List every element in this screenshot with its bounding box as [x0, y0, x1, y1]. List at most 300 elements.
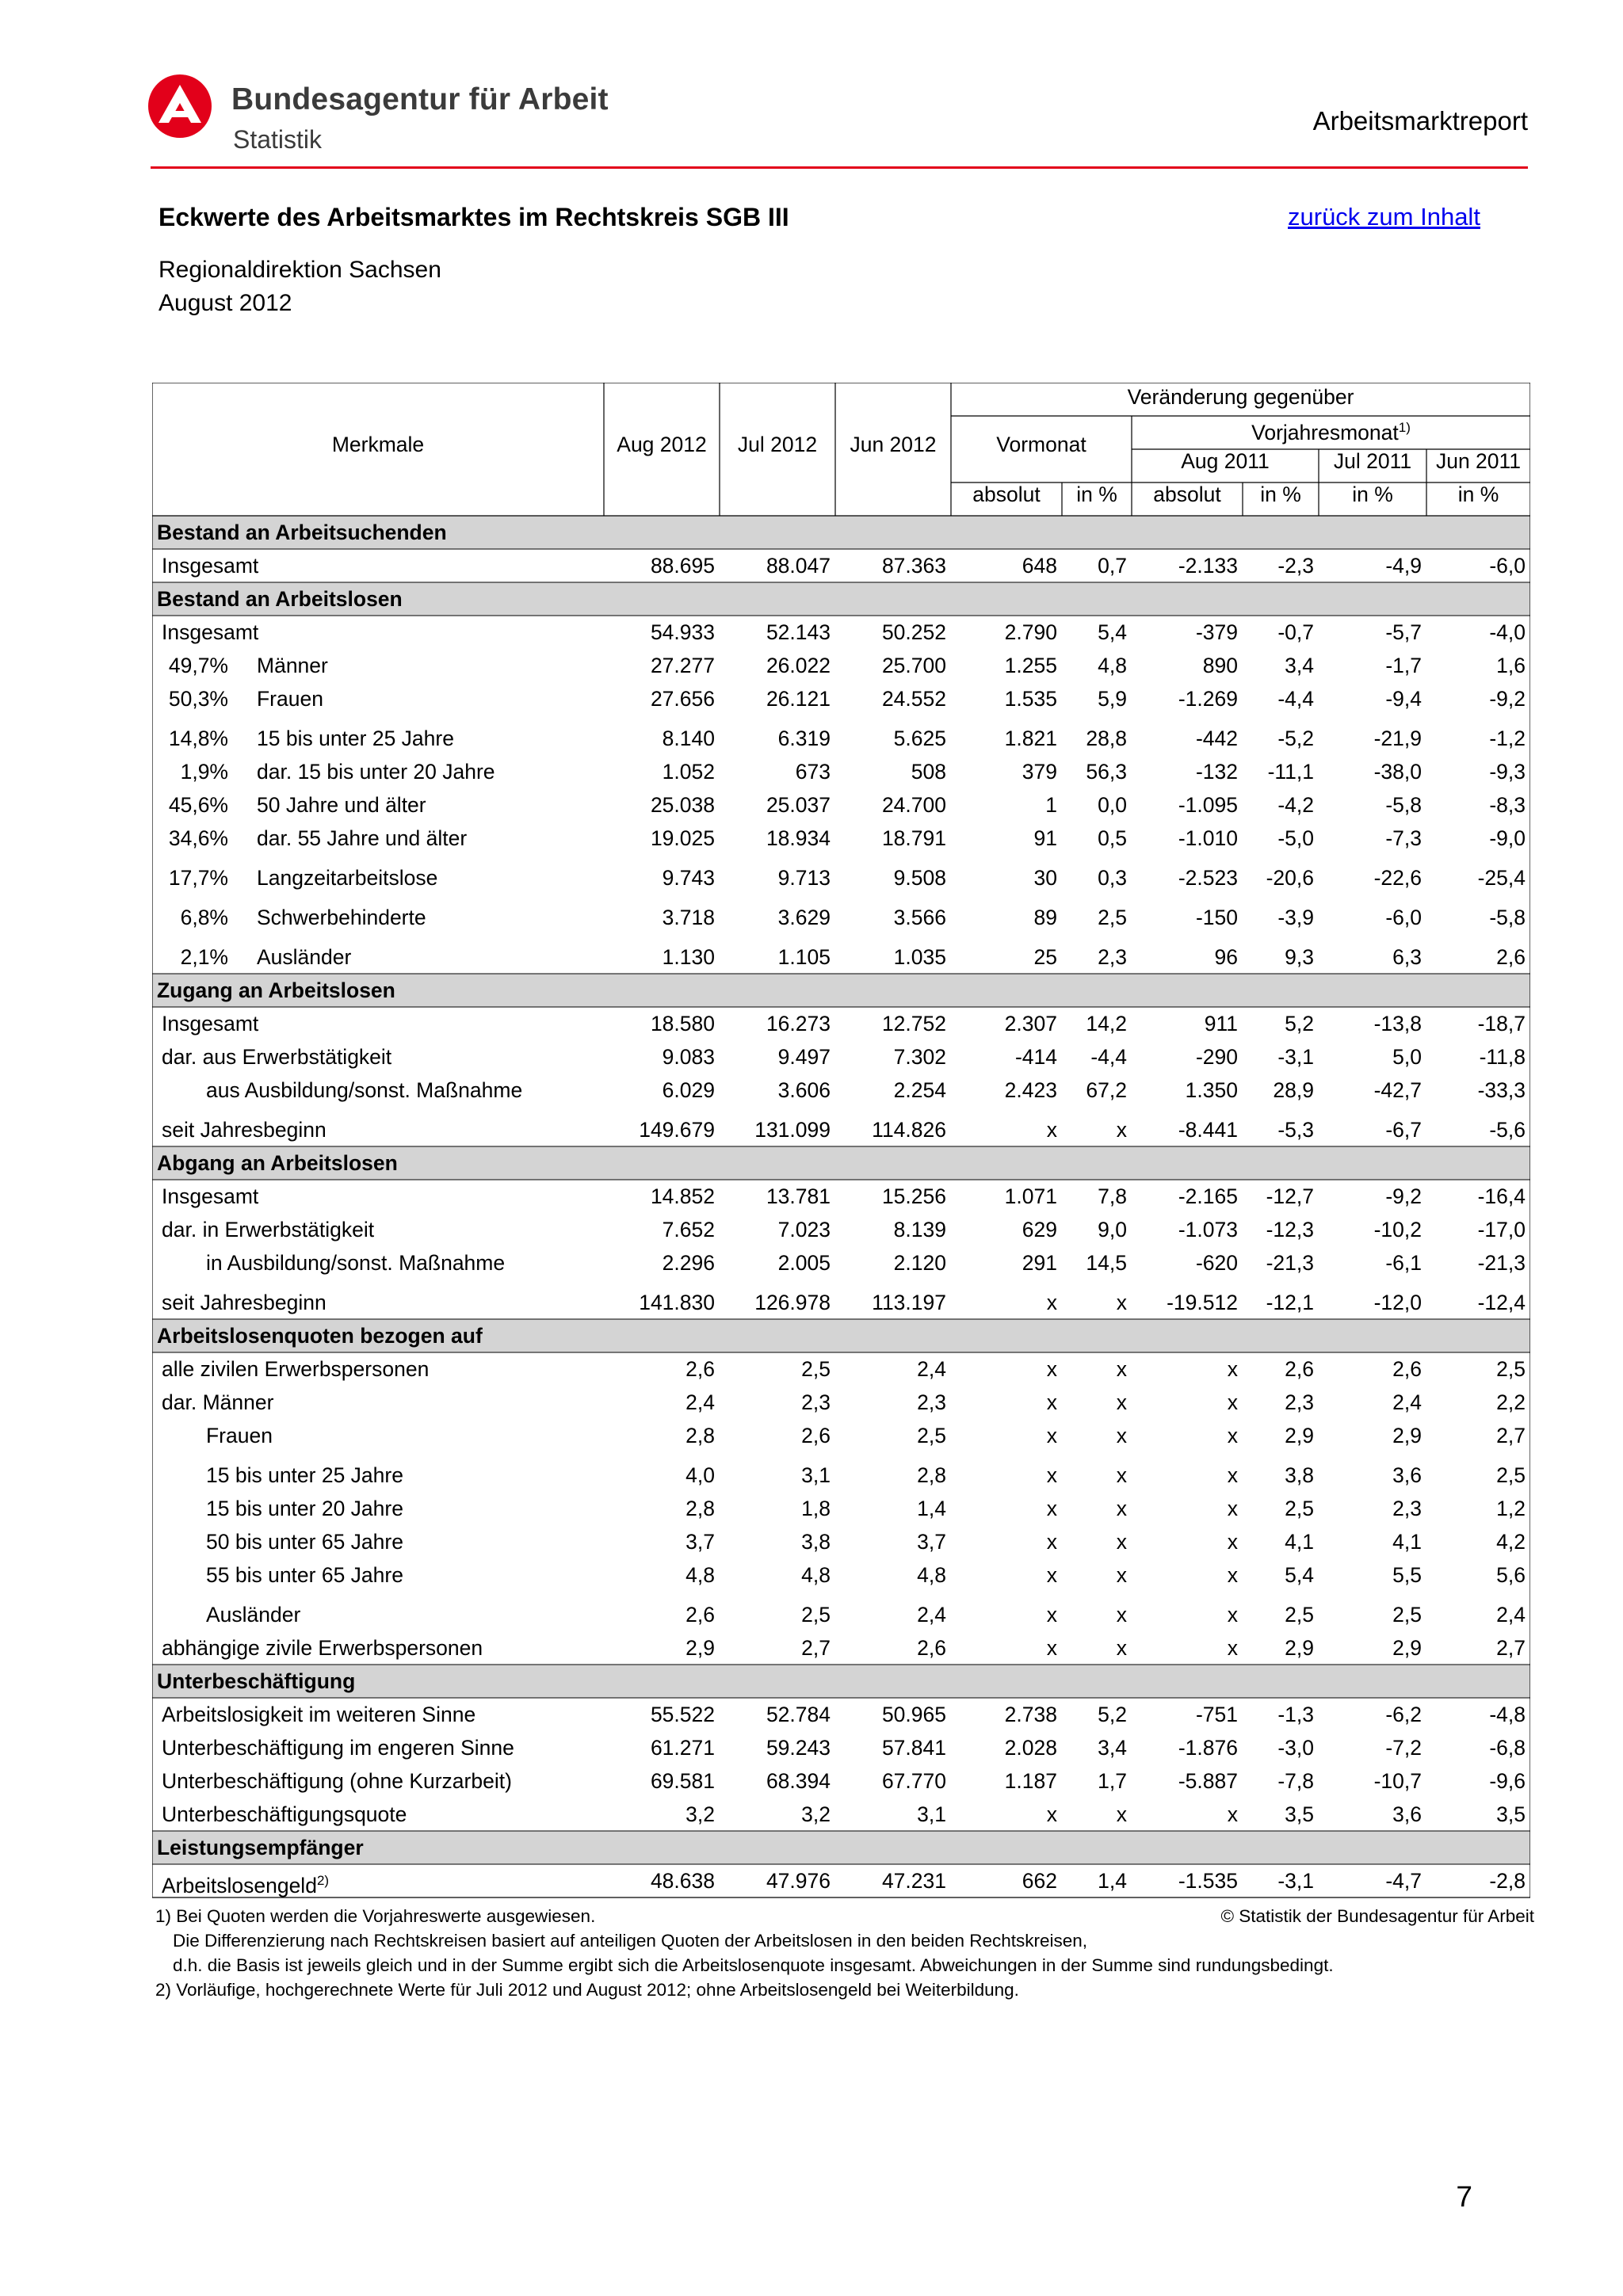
row-share-percent: 49,7% — [168, 654, 228, 677]
header-inpercent-vormonat: in % — [1076, 482, 1117, 506]
row-label: alle zivilen Erwerbspersonen — [162, 1357, 430, 1381]
table-cell: 4,8 — [801, 1563, 831, 1587]
table-cell: 3,8 — [801, 1530, 831, 1554]
table-cell: x — [1227, 1603, 1238, 1627]
table-cell: 2,9 — [1285, 1636, 1314, 1660]
table-cell: -5,7 — [1385, 620, 1422, 644]
table-cell: -379 — [1195, 620, 1238, 644]
table-cell: -6,1 — [1385, 1251, 1422, 1275]
table-cell: 50.252 — [881, 620, 946, 644]
table-cell: 2,3 — [1285, 1390, 1314, 1414]
row-label: Frauen — [206, 1424, 273, 1447]
table-cell: -4,4 — [1277, 687, 1314, 711]
row-label: aus Ausbildung/sonst. Maßnahme — [206, 1078, 523, 1102]
table-cell: -132 — [1195, 760, 1238, 784]
table-cell: 2,2 — [1496, 1390, 1526, 1414]
row-label: Insgesamt — [162, 1184, 259, 1208]
table-cell: 2,8 — [685, 1497, 715, 1520]
table-cell: -5,0 — [1277, 826, 1314, 850]
row-share-percent: 6,8% — [180, 906, 228, 929]
header-divider — [151, 166, 1528, 169]
row-label: Männer — [257, 654, 328, 677]
table-cell: 89 — [1033, 906, 1057, 929]
table-cell: 9.497 — [777, 1045, 831, 1069]
table-cell: 18.934 — [766, 826, 831, 850]
header-veraenderung: Veränderung gegenüber — [1127, 385, 1354, 409]
table-cell: 3,8 — [1285, 1463, 1314, 1487]
table-cell: 126.978 — [754, 1291, 831, 1314]
table-cell: 67,2 — [1086, 1078, 1127, 1102]
footnote-line: Die Differenzierung nach Rechtskreisen basiert auf anteiligen Quoten der Arbeitslosen in den beiden Rechtskreisen, — [173, 1931, 1088, 1951]
table-cell: 379 — [1022, 760, 1057, 784]
row-label: Frauen — [257, 687, 323, 711]
org-name: Bundesagentur für Arbeit — [231, 82, 609, 116]
table-cell: x — [1046, 1530, 1057, 1554]
table-cell: 13.781 — [766, 1184, 831, 1208]
table-cell: 3,1 — [801, 1463, 831, 1487]
table-cell: -6,8 — [1489, 1736, 1526, 1760]
table-cell: 27.656 — [650, 687, 715, 711]
table-cell: -5,2 — [1277, 727, 1314, 750]
table-cell: 54.933 — [650, 620, 715, 644]
table-cell: -5,8 — [1489, 906, 1526, 929]
table-cell: 6.029 — [662, 1078, 715, 1102]
row-label: 15 bis unter 25 Jahre — [257, 727, 454, 750]
table-cell: -1.095 — [1178, 793, 1238, 817]
table-cell: -11,8 — [1479, 1045, 1526, 1069]
row-label: in Ausbildung/sonst. Maßnahme — [206, 1251, 506, 1275]
table-cell: -8,3 — [1489, 793, 1526, 817]
table-cell: 9,0 — [1098, 1218, 1127, 1241]
table-cell: 2,4 — [1392, 1390, 1422, 1414]
header-vorjahresmonat: Vorjahresmonat$^{1)}$ — [1251, 420, 1411, 444]
table-cell: 3,2 — [801, 1802, 831, 1826]
table-cell: 18.580 — [650, 1012, 715, 1035]
table-cell: 7.023 — [777, 1218, 831, 1241]
table-cell: x — [1116, 1463, 1127, 1487]
table-cell: 2.028 — [1004, 1736, 1057, 1760]
row-label: dar. 15 bis unter 20 Jahre — [257, 760, 495, 784]
table-cell: x — [1116, 1636, 1127, 1660]
table-cell: -21,9 — [1373, 727, 1422, 750]
table-cell: -22,6 — [1373, 866, 1422, 890]
table-cell: -12,3 — [1266, 1218, 1314, 1241]
table-cell: x — [1046, 1424, 1057, 1447]
table-cell: x — [1116, 1291, 1127, 1314]
table-cell: -9,2 — [1385, 1184, 1422, 1208]
table-cell: x — [1116, 1390, 1127, 1414]
table-cell: 14.852 — [650, 1184, 715, 1208]
row-label: 50 Jahre und älter — [257, 793, 426, 817]
table-cell: 47.976 — [766, 1869, 831, 1893]
table-cell: x — [1046, 1291, 1057, 1314]
table-cell: 2,4 — [917, 1357, 946, 1381]
row-label: Insgesamt — [162, 1012, 259, 1035]
table-cell: 2.005 — [777, 1251, 831, 1275]
table-cell: 91 — [1033, 826, 1057, 850]
table-cell: 26.121 — [766, 687, 831, 711]
row-label: 50 bis unter 65 Jahre — [206, 1530, 403, 1554]
table-cell: 4,2 — [1496, 1530, 1526, 1554]
table-cell: 3,5 — [1496, 1802, 1526, 1826]
table-cell: 141.830 — [639, 1291, 715, 1314]
table-cell: 648 — [1022, 554, 1057, 578]
table-cell: 30 — [1033, 866, 1057, 890]
table-cell: -1.876 — [1178, 1736, 1238, 1760]
table-cell: x — [1116, 1563, 1127, 1587]
table-cell: x — [1227, 1357, 1238, 1381]
table-cell: 7.302 — [893, 1045, 946, 1069]
table-cell: 4,8 — [1098, 654, 1127, 677]
table-cell: 9.713 — [777, 866, 831, 890]
table-cell: -414 — [1014, 1045, 1057, 1069]
table-cell: 9.743 — [662, 866, 715, 890]
table-cell: 1.071 — [1004, 1184, 1057, 1208]
table-cell: 14,5 — [1086, 1251, 1127, 1275]
table-cell: 4,0 — [685, 1463, 715, 1487]
table-cell: -751 — [1195, 1703, 1238, 1726]
table-cell: -21,3 — [1477, 1251, 1526, 1275]
footnotes — [155, 1904, 1534, 2002]
table-cell: 149.679 — [639, 1118, 715, 1142]
table-cell: 6,3 — [1392, 945, 1422, 969]
table-cell: 2,3 — [917, 1390, 946, 1414]
table-cell: -25,4 — [1477, 866, 1526, 890]
table-cell: 1,4 — [917, 1497, 946, 1520]
table-cell: 2.423 — [1004, 1078, 1057, 1102]
back-to-contents-link[interactable]: zurück zum Inhalt — [1288, 203, 1480, 231]
table-cell: 2,9 — [1392, 1424, 1422, 1447]
table-cell: 52.784 — [766, 1703, 831, 1726]
table-cell: -42,7 — [1373, 1078, 1422, 1102]
page-title: Eckwerte des Arbeitsmarktes im Rechtskreis SGB III — [158, 203, 789, 231]
footnote-line: d.h. die Basis ist jeweils gleich und in der Summe ergibt sich die Arbeitslosenquote insgesamt. Abweichungen in der Summe sind rundungsbedingt. — [173, 1955, 1334, 1975]
table-cell: 3.718 — [662, 906, 715, 929]
table-cell: 131.099 — [754, 1118, 831, 1142]
table-cell: 55.522 — [650, 1703, 715, 1726]
table-cell: 911 — [1204, 1012, 1238, 1035]
table-cell: x — [1116, 1424, 1127, 1447]
table-cell: 2,5 — [1496, 1357, 1526, 1381]
header-jun2011: Jun 2011 — [1435, 449, 1522, 473]
table-cell: 3.566 — [893, 906, 946, 929]
table-cell: -1.010 — [1178, 826, 1238, 850]
table-cell: 15.256 — [881, 1184, 946, 1208]
table-cell: x — [1227, 1463, 1238, 1487]
table-cell: -19.512 — [1167, 1291, 1238, 1314]
table-cell: 2,9 — [1285, 1424, 1314, 1447]
table-cell: 50.965 — [881, 1703, 946, 1726]
table-cell: 2,7 — [1496, 1636, 1526, 1660]
table-cell: -9,4 — [1385, 687, 1422, 711]
table-cell: 3.606 — [777, 1078, 831, 1102]
row-label: seit Jahresbeginn — [162, 1291, 327, 1314]
footnote-line: 1) Bei Quoten werden die Vorjahreswerte ausgewiesen. — [155, 1906, 596, 1926]
table-cell: 1 — [1045, 793, 1057, 817]
table-cell: -11,1 — [1267, 760, 1314, 784]
table-cell: -1,7 — [1385, 654, 1422, 677]
table-cell: -5,3 — [1277, 1118, 1314, 1142]
table-cell: -13,8 — [1373, 1012, 1422, 1035]
table-cell: -442 — [1195, 727, 1238, 750]
table-cell: 3,1 — [917, 1802, 946, 1826]
table-cell: -4,8 — [1489, 1703, 1526, 1726]
table-cell: 25.700 — [881, 654, 946, 677]
table-cell: 8.140 — [662, 727, 715, 750]
header-inpercent-aug2011: in % — [1260, 482, 1301, 506]
table-cell: 2.738 — [1004, 1703, 1057, 1726]
row-label: Unterbeschäftigung (ohne Kurzarbeit) — [162, 1769, 512, 1793]
row-label: seit Jahresbeginn — [162, 1118, 327, 1142]
section-title: Zugang an Arbeitslosen — [157, 978, 395, 1002]
table-cell: 2,6 — [1392, 1357, 1422, 1381]
table-cell: 69.581 — [650, 1769, 715, 1793]
table-cell: 28,8 — [1086, 727, 1127, 750]
table-cell: 2.790 — [1004, 620, 1057, 644]
table-grid — [152, 383, 1530, 1899]
table-cell: -5,8 — [1385, 793, 1422, 817]
table-cell: 0,3 — [1098, 866, 1127, 890]
table-cell: -7,3 — [1385, 826, 1422, 850]
row-label: Arbeitslosigkeit im weiteren Sinne — [162, 1703, 476, 1726]
table-cell: -4,7 — [1385, 1869, 1422, 1893]
table-cell: -1,3 — [1277, 1703, 1314, 1726]
row-share-percent: 34,6% — [168, 826, 228, 850]
table-cell: 1,8 — [801, 1497, 831, 1520]
row-label: Insgesamt — [162, 620, 259, 644]
report-title: Arbeitsmarktreport — [1312, 106, 1528, 135]
table-cell: -3,0 — [1277, 1736, 1314, 1760]
table-cell: -5,6 — [1489, 1118, 1526, 1142]
table-cell: 114.826 — [872, 1118, 946, 1142]
table-cell: 5,9 — [1098, 687, 1127, 711]
table-cell: 2,5 — [801, 1603, 831, 1627]
table-cell: -20,6 — [1266, 866, 1314, 890]
table-cell: 48.638 — [650, 1869, 715, 1893]
section-title: Bestand an Arbeitslosen — [157, 587, 403, 611]
table-cell: 2,7 — [1496, 1424, 1526, 1447]
table-cell: 508 — [911, 760, 946, 784]
table-cell: 52.143 — [766, 620, 831, 644]
table-cell: x — [1046, 1463, 1057, 1487]
header-merkmale: Merkmale — [331, 433, 425, 456]
table-cell: 2,6 — [685, 1603, 715, 1627]
table-cell: -4,0 — [1489, 620, 1526, 644]
table-cell: -21,3 — [1266, 1251, 1314, 1275]
table-cell: 9.508 — [893, 866, 946, 890]
table-cell: -18,7 — [1477, 1012, 1526, 1035]
table-cell: x — [1227, 1636, 1238, 1660]
row-label: dar. 55 Jahre und älter — [257, 826, 468, 850]
table-cell: 629 — [1022, 1218, 1057, 1241]
table-cell: 61.271 — [650, 1736, 715, 1760]
table-cell: -2.523 — [1178, 866, 1238, 890]
table-cell: 1.035 — [893, 945, 946, 969]
table-cell: 5,5 — [1392, 1563, 1422, 1587]
table-cell: -12,4 — [1477, 1291, 1526, 1314]
table-cell: 2,5 — [801, 1357, 831, 1381]
table-cell: 5,0 — [1392, 1045, 1422, 1069]
region-label: Regionaldirektion Sachsen — [158, 257, 441, 283]
table-cell: 5,4 — [1098, 620, 1127, 644]
table-cell: 3,5 — [1285, 1802, 1314, 1826]
table-cell: x — [1046, 1497, 1057, 1520]
table-cell: 2,5 — [1496, 1463, 1526, 1487]
table-cell: 2,3 — [801, 1390, 831, 1414]
table-cell: 25.037 — [766, 793, 831, 817]
table-cell: 4,8 — [685, 1563, 715, 1587]
table-cell: -17,0 — [1477, 1218, 1526, 1241]
section-title: Arbeitslosenquoten bezogen auf — [157, 1324, 483, 1348]
table-cell: 25.038 — [650, 793, 715, 817]
table-cell: 18.791 — [881, 826, 946, 850]
header-jun2012: Jun 2012 — [850, 433, 937, 456]
table-cell: -1.073 — [1178, 1218, 1238, 1241]
table-cell: 890 — [1202, 654, 1238, 677]
table-cell: 2,6 — [801, 1424, 831, 1447]
table-cell: -4,2 — [1277, 793, 1314, 817]
table-cell: 26.022 — [766, 654, 831, 677]
table-cell: 3,7 — [685, 1530, 715, 1554]
table-cell: 14,2 — [1086, 1012, 1127, 1035]
table-cell: -38,0 — [1373, 760, 1422, 784]
table-cell: x — [1227, 1530, 1238, 1554]
table-cell: 2.120 — [893, 1251, 946, 1275]
table-cell: 113.197 — [872, 1291, 946, 1314]
table-cell: -2.165 — [1178, 1184, 1238, 1208]
row-label: 15 bis unter 20 Jahre — [206, 1497, 403, 1520]
table-cell: 3,2 — [685, 1802, 715, 1826]
table-cell: -2.133 — [1178, 554, 1238, 578]
row-label: Unterbeschäftigungsquote — [162, 1802, 407, 1826]
table-cell: 24.700 — [881, 793, 946, 817]
table-cell: 1.255 — [1004, 654, 1057, 677]
table-cell: -7,8 — [1277, 1769, 1314, 1793]
table-cell: -33,3 — [1477, 1078, 1526, 1102]
table-cell: -1,2 — [1489, 727, 1526, 750]
table-cell: x — [1116, 1497, 1127, 1520]
table-cell: -150 — [1195, 906, 1238, 929]
row-share-percent: 14,8% — [168, 727, 228, 750]
table-cell: -3,9 — [1277, 906, 1314, 929]
table-cell: 291 — [1022, 1251, 1057, 1275]
header-vormonat: Vormonat — [996, 433, 1086, 456]
table-cell: x — [1227, 1563, 1238, 1587]
table-cell: 2,5 — [1285, 1603, 1314, 1627]
table-cell: 2,7 — [801, 1636, 831, 1660]
table-cell: 1,4 — [1098, 1869, 1127, 1893]
table-cell: -16,4 — [1477, 1184, 1526, 1208]
table-cell: 3.629 — [777, 906, 831, 929]
table-cell: 28,9 — [1273, 1078, 1314, 1102]
row-label: Ausländer — [206, 1603, 301, 1627]
table-cell: 2.254 — [893, 1078, 946, 1102]
table-cell: -6,0 — [1385, 906, 1422, 929]
table-cell: 1.821 — [1004, 727, 1057, 750]
table-cell: -5.887 — [1178, 1769, 1238, 1793]
table-cell: x — [1046, 1390, 1057, 1414]
table-cell: 4,1 — [1392, 1530, 1422, 1554]
table-cell: -7,2 — [1385, 1736, 1422, 1760]
table-cell: x — [1116, 1357, 1127, 1381]
table-cell: 3,4 — [1098, 1736, 1127, 1760]
row-label: 55 bis unter 65 Jahre — [206, 1563, 403, 1587]
table-cell: 57.841 — [881, 1736, 946, 1760]
table-cell: 16.273 — [766, 1012, 831, 1035]
table-cell: 1.105 — [777, 945, 831, 969]
table-cell: 1.052 — [662, 760, 715, 784]
table-cell: 2.296 — [662, 1251, 715, 1275]
table-cell: 1.535 — [1004, 687, 1057, 711]
table-cell: 27.277 — [650, 654, 715, 677]
table-cell: 67.770 — [881, 1769, 946, 1793]
table-cell: 2,4 — [917, 1603, 946, 1627]
table-cell: 3,7 — [917, 1530, 946, 1554]
table-cell: 2,6 — [1285, 1357, 1314, 1381]
table-cell: -4,4 — [1090, 1045, 1127, 1069]
table-cell: -9,0 — [1489, 826, 1526, 850]
table-cell: 1,6 — [1496, 654, 1526, 677]
table-cell: 2,6 — [685, 1357, 715, 1381]
labour-market-table — [152, 383, 1530, 1901]
table-cell: 2,3 — [1098, 945, 1127, 969]
table-cell: -2,8 — [1489, 1869, 1526, 1893]
row-share-percent: 17,7% — [168, 866, 228, 890]
table-cell: 2,4 — [1496, 1603, 1526, 1627]
table-cell: 24.552 — [881, 687, 946, 711]
row-label: Schwerbehinderte — [257, 906, 426, 929]
table-cell: 2,6 — [1496, 945, 1526, 969]
table-cell: -1.535 — [1178, 1869, 1238, 1893]
table-cell: 2,8 — [917, 1463, 946, 1487]
row-label: dar. in Erwerbstätigkeit — [162, 1218, 375, 1241]
table-cell: 88.047 — [766, 554, 831, 578]
table-cell: 2,6 — [917, 1636, 946, 1660]
table-cell: 5,4 — [1285, 1563, 1314, 1587]
table-cell: -12,0 — [1373, 1291, 1422, 1314]
table-cell: x — [1046, 1802, 1057, 1826]
table-cell: -10,2 — [1373, 1218, 1422, 1241]
table-cell: 3,4 — [1285, 654, 1314, 677]
table-cell: 9.083 — [662, 1045, 715, 1069]
row-label: Unterbeschäftigung im engeren Sinne — [162, 1736, 514, 1760]
table-cell: 5.625 — [893, 727, 946, 750]
table-cell: -3,1 — [1277, 1869, 1314, 1893]
table-cell: x — [1227, 1390, 1238, 1414]
table-cell: 2,5 — [917, 1424, 946, 1447]
table-cell: 8.139 — [893, 1218, 946, 1241]
header-jul2011: Jul 2011 — [1333, 449, 1412, 473]
table-cell: 2.307 — [1004, 1012, 1057, 1035]
table-cell: x — [1046, 1357, 1057, 1381]
table-cell: x — [1227, 1497, 1238, 1520]
table-cell: 2,8 — [685, 1424, 715, 1447]
row-label: dar. Männer — [162, 1390, 274, 1414]
row-label: Arbeitslosengeld$^{2)}$ — [162, 1873, 330, 1897]
table-cell: -9,2 — [1489, 687, 1526, 711]
table-cell: 5,6 — [1496, 1563, 1526, 1587]
table-cell: 3,6 — [1392, 1463, 1422, 1487]
table-cell: x — [1227, 1802, 1238, 1826]
table-cell: 47.231 — [881, 1869, 946, 1893]
table-cell: x — [1046, 1603, 1057, 1627]
table-cell: 4,8 — [917, 1563, 946, 1587]
table-cell: 662 — [1022, 1869, 1057, 1893]
header-absolut-aug2011: absolut — [1153, 482, 1221, 506]
table-cell: 3,6 — [1392, 1802, 1422, 1826]
table-cell: x — [1116, 1603, 1127, 1627]
period-label: August 2012 — [158, 290, 292, 316]
